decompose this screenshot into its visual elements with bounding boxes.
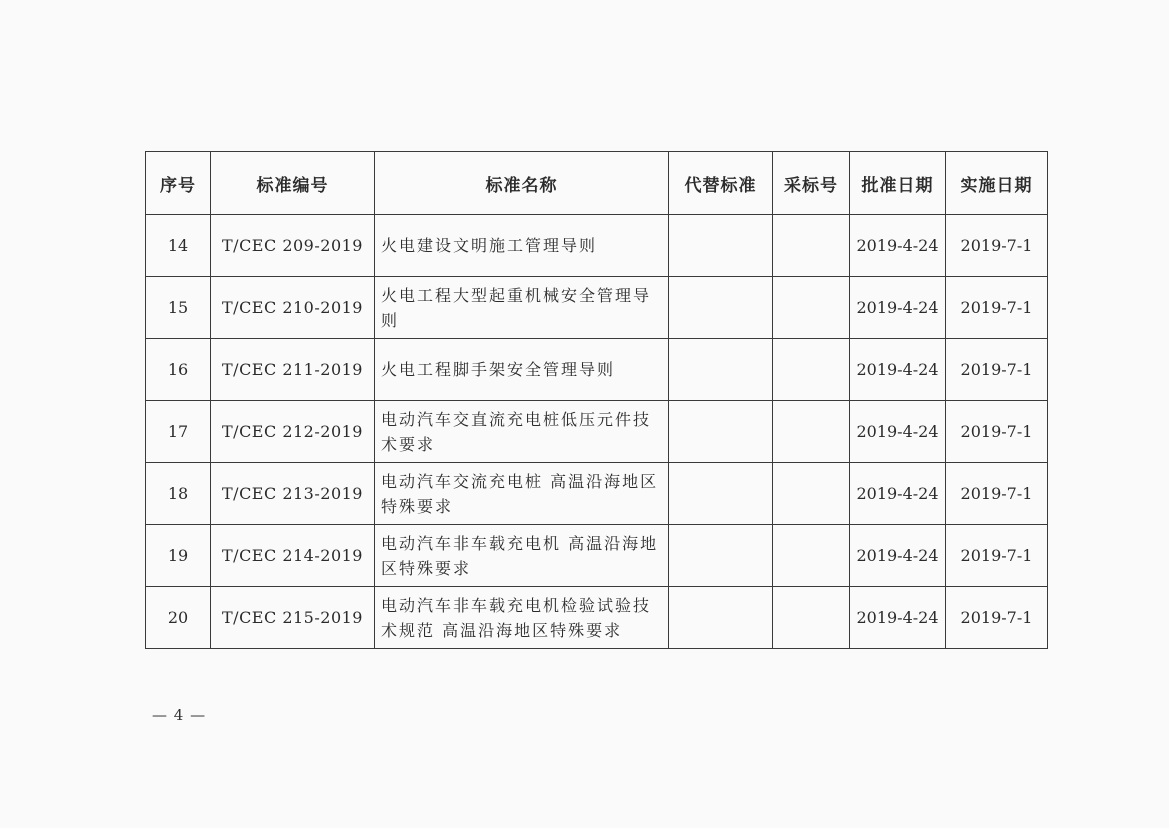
cell-code: T/CEC 211-2019 (211, 339, 375, 401)
cell-replace (669, 401, 773, 463)
cell-implement-date: 2019-7-1 (946, 277, 1048, 339)
page-number: — 4 — (152, 706, 207, 724)
header-approve-date: 批准日期 (850, 152, 946, 215)
cell-seq: 18 (146, 463, 211, 525)
cell-name: 电动汽车交流充电桩 高温沿海地区特殊要求 (375, 463, 669, 525)
cell-code: T/CEC 215-2019 (211, 587, 375, 649)
cell-name: 电动汽车交直流充电桩低压元件技术要求 (375, 401, 669, 463)
cell-replace (669, 587, 773, 649)
cell-replace (669, 277, 773, 339)
cell-adopt (773, 277, 850, 339)
cell-implement-date: 2019-7-1 (946, 525, 1048, 587)
cell-seq: 15 (146, 277, 211, 339)
cell-replace (669, 215, 773, 277)
cell-approve-date: 2019-4-24 (850, 463, 946, 525)
cell-replace (669, 463, 773, 525)
cell-code: T/CEC 214-2019 (211, 525, 375, 587)
cell-code: T/CEC 210-2019 (211, 277, 375, 339)
table-row (146, 587, 1048, 649)
table-row (146, 525, 1048, 587)
cell-seq: 17 (146, 401, 211, 463)
cell-approve-date: 2019-4-24 (850, 401, 946, 463)
cell-replace (669, 525, 773, 587)
table-row (146, 215, 1048, 277)
cell-name: 电动汽车非车载充电机检验试验技术规范 高温沿海地区特殊要求 (375, 587, 669, 649)
cell-name: 火电工程脚手架安全管理导则 (375, 339, 669, 401)
cell-code: T/CEC 213-2019 (211, 463, 375, 525)
cell-implement-date: 2019-7-1 (946, 463, 1048, 525)
table-row (146, 463, 1048, 525)
cell-adopt (773, 401, 850, 463)
table-row (146, 277, 1048, 339)
cell-implement-date: 2019-7-1 (946, 587, 1048, 649)
cell-approve-date: 2019-4-24 (850, 587, 946, 649)
cell-seq: 16 (146, 339, 211, 401)
cell-replace (669, 339, 773, 401)
cell-code: T/CEC 209-2019 (211, 215, 375, 277)
cell-seq: 14 (146, 215, 211, 277)
cell-implement-date: 2019-7-1 (946, 215, 1048, 277)
cell-approve-date: 2019-4-24 (850, 215, 946, 277)
cell-approve-date: 2019-4-24 (850, 525, 946, 587)
standards-table (145, 151, 1048, 649)
header-implement-date: 实施日期 (946, 152, 1048, 215)
cell-adopt (773, 463, 850, 525)
table-row (146, 339, 1048, 401)
cell-adopt (773, 215, 850, 277)
header-code: 标准编号 (211, 152, 375, 215)
table-row (146, 401, 1048, 463)
header-seq: 序号 (146, 152, 211, 215)
cell-code: T/CEC 212-2019 (211, 401, 375, 463)
cell-name: 电动汽车非车载充电机 高温沿海地区特殊要求 (375, 525, 669, 587)
cell-adopt (773, 587, 850, 649)
header-name: 标准名称 (375, 152, 669, 215)
cell-approve-date: 2019-4-24 (850, 339, 946, 401)
cell-name: 火电建设文明施工管理导则 (375, 215, 669, 277)
header-replace: 代替标准 (669, 152, 773, 215)
cell-implement-date: 2019-7-1 (946, 401, 1048, 463)
cell-implement-date: 2019-7-1 (946, 339, 1048, 401)
cell-name: 火电工程大型起重机械安全管理导则 (375, 277, 669, 339)
cell-seq: 19 (146, 525, 211, 587)
cell-adopt (773, 339, 850, 401)
cell-seq: 20 (146, 587, 211, 649)
header-adopt: 采标号 (773, 152, 850, 215)
cell-approve-date: 2019-4-24 (850, 277, 946, 339)
cell-adopt (773, 525, 850, 587)
table-header-row (146, 152, 1048, 215)
